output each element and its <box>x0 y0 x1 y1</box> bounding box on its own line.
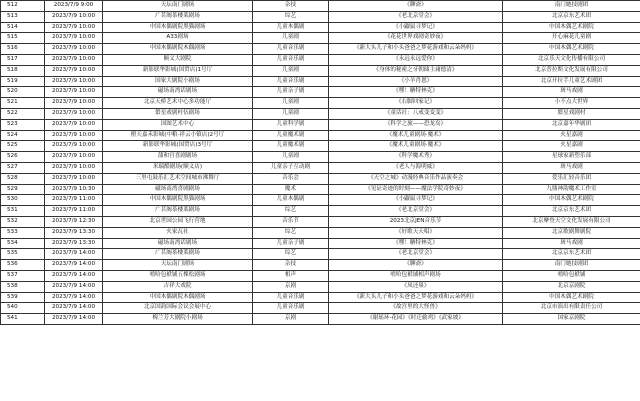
table-row <box>1 108 640 119</box>
organizer-cell: 九鼎神韵魔术工作室 <box>503 184 640 195</box>
category-cell: 儿童亲子剧 <box>253 238 329 249</box>
title-cell: 《凤还巢》 <box>329 281 503 292</box>
title-cell: 《聊斋》 <box>329 260 503 271</box>
table-row <box>1 65 640 76</box>
datetime-cell: 2023/7/9 10:00 <box>45 119 103 130</box>
datetime-cell: 2023/7/9 10:00 <box>45 152 103 163</box>
category-cell: 综艺 <box>253 206 329 217</box>
organizer-cell: 北京乐天文化传播有限公司 <box>503 54 640 65</box>
category-cell: 儿童剧 <box>253 152 329 163</box>
title-cell: 《老人与海明威》 <box>329 162 503 173</box>
category-cell: 相声 <box>253 270 329 281</box>
table-row <box>1 216 640 227</box>
table-row <box>1 227 640 238</box>
datetime-cell: 2023/7/9 14:00 <box>45 260 103 271</box>
row-number: 516 <box>1 44 45 55</box>
row-number: 524 <box>1 130 45 141</box>
category-cell: 音乐会 <box>253 173 329 184</box>
organizer-cell: 斑马戏剧 <box>503 162 640 173</box>
table-row <box>1 281 640 292</box>
title-cell: 《天空之城》动漫经典音乐作品演奏会 <box>329 173 503 184</box>
row-number: 536 <box>1 260 45 271</box>
datetime-cell: 2023/7/9 14:00 <box>45 292 103 303</box>
organizer-cell: 斑马戏剧 <box>503 238 640 249</box>
datetime-cell: 2023/7/9 10:00 <box>45 11 103 22</box>
datetime-cell: 2023/7/9 10:00 <box>45 173 103 184</box>
venue-cell: 中国木偶剧院黑猫剧场 <box>103 22 253 33</box>
organizer-cell: 小不点大世界 <box>503 98 640 109</box>
datetime-cell: 2023/7/9 14:00 <box>45 270 103 281</box>
row-number: 534 <box>1 238 45 249</box>
venue-cell: 三里屯鼓乐汇艺术空间城市沸舞厅 <box>103 173 253 184</box>
datetime-cell: 2023/7/9 10:00 <box>45 33 103 44</box>
organizer-cell: 国家京剧院 <box>503 314 640 325</box>
category-cell: 儿童音乐剧 <box>253 303 329 314</box>
datetime-cell: 2023/7/9 9:00 <box>45 1 103 12</box>
row-number: 520 <box>1 87 45 98</box>
datetime-cell: 2023/7/9 11:00 <box>45 195 103 206</box>
category-cell: 儿童剧 <box>253 98 329 109</box>
venue-cell: 天坛南门剧场 <box>103 1 253 12</box>
title-cell: 《小鼹鼠寻梦记》 <box>329 195 503 206</box>
row-number: 528 <box>1 173 45 184</box>
title-cell: 《右脚回家记》 <box>329 98 503 109</box>
table-row <box>1 270 640 281</box>
datetime-cell: 2023/7/9 10:00 <box>45 98 103 109</box>
organizer-cell: 斑马戏剧 <box>503 87 640 98</box>
table-row <box>1 162 640 173</box>
venue-cell: 中国木偶剧院木偶剧场 <box>103 292 253 303</box>
category-cell: 音乐节 <box>253 216 329 227</box>
datetime-cell: 2023/7/9 10:00 <box>45 76 103 87</box>
table-row <box>1 292 640 303</box>
title-cell: 《故宫里的大怪兽》 <box>329 303 503 314</box>
table-row <box>1 152 640 163</box>
venue-cell: 广茗阁茶楼莱剧场 <box>103 206 253 217</box>
datetime-cell: 2023/7/9 10:00 <box>45 44 103 55</box>
organizer-cell: 北京市演出有限责任公司 <box>503 303 640 314</box>
title-cell: 《小鼹鼠寻梦记》 <box>329 22 503 33</box>
row-number: 515 <box>1 33 45 44</box>
row-number: 532 <box>1 216 45 227</box>
venue-cell: 北京国韵国际会议会展中心 <box>103 303 253 314</box>
schedule-table-body <box>1 1 640 325</box>
row-number: 538 <box>1 281 45 292</box>
venue-cell: 北京天桥艺术中心多功能厅 <box>103 98 253 109</box>
row-number: 521 <box>1 98 45 109</box>
category-cell: 儿童音乐剧 <box>253 54 329 65</box>
organizer-cell: 繁星戏剧村 <box>503 108 640 119</box>
row-number: 514 <box>1 22 45 33</box>
category-cell: 儿童亲子互动剧 <box>253 162 329 173</box>
category-cell: 儿童木偶剧 <box>253 195 329 206</box>
organizer-cell: 中国木偶艺术剧院 <box>503 22 640 33</box>
title-cell: 《老北京堂会》 <box>329 11 503 22</box>
table-row <box>1 76 640 87</box>
datetime-cell: 2023/7/9 10:00 <box>45 22 103 33</box>
venue-cell: 梅兰芳大剧院小剧场 <box>103 314 253 325</box>
organizer-cell: 开心麻花儿童剧 <box>503 33 640 44</box>
row-number: 523 <box>1 119 45 130</box>
title-cell: 《嘿！糖特林克》 <box>329 238 503 249</box>
organizer-cell: 南门她技剧团 <box>503 260 640 271</box>
table-row <box>1 238 640 249</box>
venue-cell: 橙天嘉禾影城(中粮·祥云小镇店)2号厅 <box>103 130 253 141</box>
row-number: 537 <box>1 270 45 281</box>
datetime-cell: 2023/7/9 10:00 <box>45 162 103 173</box>
venue-cell: 繁星戏剧村伍剧场 <box>103 108 253 119</box>
title-cell: 《童话社：八戒变变变》 <box>329 108 503 119</box>
title-cell: 《谢瑶环·花园》《时迁偷鸡》《武家坡》 <box>329 314 503 325</box>
venue-cell: 蒲和宫喜剧剧场 <box>103 152 253 163</box>
row-number: 541 <box>1 314 45 325</box>
table-row <box>1 184 640 195</box>
datetime-cell: 2023/7/9 14:00 <box>45 249 103 260</box>
datetime-cell: 2023/7/9 12:30 <box>45 216 103 227</box>
title-cell: 《小羊肖恩》 <box>329 76 503 87</box>
table-row <box>1 141 640 152</box>
organizer-cell: 北京普拉斯文化发展有限公司 <box>503 65 640 76</box>
title-cell: 《魔术儿童剧场·魔术》 <box>329 141 503 152</box>
table-row <box>1 249 640 260</box>
title-cell: 《老北京堂会》 <box>329 249 503 260</box>
datetime-cell: 2023/7/9 10:00 <box>45 130 103 141</box>
title-cell: 《聊斋》 <box>329 1 503 12</box>
category-cell: 魔术 <box>253 184 329 195</box>
title-cell: 《科学魔术秀》 <box>329 152 503 163</box>
datetime-cell: 2023/7/9 10:00 <box>45 65 103 76</box>
category-cell: 杂技 <box>253 1 329 12</box>
venue-cell: 磁场南湾喜剧剧场 <box>103 184 253 195</box>
title-cell: 《新大头儿子和小头爸爸之梦花游戏和云朵妈妈》 <box>329 292 503 303</box>
venue-cell: 火家瓦社 <box>103 227 253 238</box>
category-cell: 儿童剧 <box>253 108 329 119</box>
title-cell: 2023北京JEN音乐节 <box>329 216 503 227</box>
venue-cell: 磁场南湾话剧场 <box>103 238 253 249</box>
venue-cell: 吉祥大戏院 <box>103 281 253 292</box>
category-cell: 京剧 <box>253 314 329 325</box>
organizer-cell: 中国木偶艺术剧院 <box>503 44 640 55</box>
venue-cell: 新影联华影城(国贸店)3号厅 <box>103 141 253 152</box>
row-number: 526 <box>1 152 45 163</box>
category-cell: 儿童木偶剧 <box>253 22 329 33</box>
category-cell: 儿童音乐剧 <box>253 44 329 55</box>
table-row <box>1 1 640 12</box>
title-cell: 嘻哈包袱铺相声剧场 <box>329 270 503 281</box>
datetime-cell: 2023/7/9 14:00 <box>45 303 103 314</box>
organizer-cell: 爱乐汇轻音乐团 <box>503 173 640 184</box>
row-number: 529 <box>1 184 45 195</box>
title-cell: 《好歌天天唱》 <box>329 227 503 238</box>
organizer-cell: 火星嘉剧 <box>503 130 640 141</box>
datetime-cell: 2023/7/9 13:30 <box>45 238 103 249</box>
category-cell: 儿童音乐剧 <box>253 292 329 303</box>
organizer-cell: 北京嘉年华剧团 <box>503 119 640 130</box>
row-number: 517 <box>1 54 45 65</box>
title-cell: 《永远永远爱你》 <box>329 54 503 65</box>
category-cell: 儿童魔术剧 <box>253 130 329 141</box>
venue-cell: 国图艺术中心 <box>103 119 253 130</box>
table-row <box>1 303 640 314</box>
category-cell: 综艺 <box>253 249 329 260</box>
organizer-cell: 中国木偶艺术剧院 <box>503 292 640 303</box>
organizer-cell: 北京京东艺术团 <box>503 206 640 217</box>
datetime-cell: 2023/7/9 10:00 <box>45 108 103 119</box>
datetime-cell: 2023/7/9 11:00 <box>45 206 103 217</box>
venue-cell: 国家大剧院小剧场 <box>103 76 253 87</box>
category-cell: 儿童剧 <box>253 33 329 44</box>
organizer-cell: 星球家新塑乐部 <box>503 152 640 163</box>
row-number: 519 <box>1 76 45 87</box>
title-cell: 《花花世界戏剧奇妙夜》 <box>329 33 503 44</box>
datetime-cell: 2023/7/9 10:00 <box>45 54 103 65</box>
organizer-cell: 北京京东艺术团 <box>503 249 640 260</box>
venue-cell: 天坛南门剧场 <box>103 260 253 271</box>
category-cell: 杂技 <box>253 260 329 271</box>
category-cell: 儿童科学剧 <box>253 119 329 130</box>
organizer-cell: 北京歌剧舞剧院 <box>503 227 640 238</box>
table-row <box>1 44 640 55</box>
title-cell: 《身体的秘密之牙朝储主庸德清》 <box>329 65 503 76</box>
category-cell: 儿童魔术剧 <box>253 141 329 152</box>
row-number: 522 <box>1 108 45 119</box>
row-number: 512 <box>1 1 45 12</box>
row-number: 533 <box>1 227 45 238</box>
table-row <box>1 87 640 98</box>
venue-cell: 磁场南湾话剧场 <box>103 87 253 98</box>
table-row <box>1 33 640 44</box>
venue-cell: A33剧场 <box>103 33 253 44</box>
venue-cell: 顺义大剧院 <box>103 54 253 65</box>
title-cell: 《老北京堂会》 <box>329 206 503 217</box>
organizer-cell: 北京京剧院 <box>503 281 640 292</box>
title-cell: 《见证奇迹的时刻——魔法学院奇妙夜》 <box>329 184 503 195</box>
category-cell: 综艺 <box>253 227 329 238</box>
datetime-cell: 2023/7/9 13:30 <box>45 227 103 238</box>
organizer-cell: 北京摩登天空文化发展有限公司 <box>503 216 640 227</box>
table-row <box>1 54 640 65</box>
row-number: 513 <box>1 11 45 22</box>
category-cell: 综艺 <box>253 11 329 22</box>
venue-cell: 广茗阁茶楼莱剧场 <box>103 11 253 22</box>
title-cell: 《嘿！糖特林克》 <box>329 87 503 98</box>
title-cell: 《魔术儿童剧场·魔术》 <box>329 130 503 141</box>
venue-cell: 中国木偶剧院黑猫剧场 <box>103 195 253 206</box>
category-cell: 儿童剧 <box>253 65 329 76</box>
category-cell: 京剧 <box>253 281 329 292</box>
venue-cell: 中国木偶剧院木偶剧场 <box>103 44 253 55</box>
venue-cell: 北京世园公园飞行营地 <box>103 216 253 227</box>
category-cell: 儿童亲子剧 <box>253 87 329 98</box>
row-number: 535 <box>1 249 45 260</box>
datetime-cell: 2023/7/9 10:30 <box>45 184 103 195</box>
table-row <box>1 98 640 109</box>
table-row <box>1 260 640 271</box>
row-number: 518 <box>1 65 45 76</box>
datetime-cell: 2023/7/9 10:00 <box>45 87 103 98</box>
table-row <box>1 195 640 206</box>
organizer-cell: 南门她技剧团 <box>503 1 640 12</box>
title-cell: 《新大头儿子和小头爸爸之梦花游戏和云朵妈妈》 <box>329 44 503 55</box>
row-number: 530 <box>1 195 45 206</box>
row-number: 539 <box>1 292 45 303</box>
datetime-cell: 2023/7/9 14:00 <box>45 314 103 325</box>
row-number: 525 <box>1 141 45 152</box>
organizer-cell: 火星嘉剧 <box>503 141 640 152</box>
datetime-cell: 2023/7/9 14:00 <box>45 281 103 292</box>
table-row <box>1 22 640 33</box>
venue-cell: 广茗阁茶楼莱剧场 <box>103 249 253 260</box>
organizer-cell: 嘻哈包袱铺 <box>503 270 640 281</box>
category-cell: 儿童音乐剧 <box>253 76 329 87</box>
organizer-cell: 北京京东艺术团 <box>503 11 640 22</box>
table-row <box>1 11 640 22</box>
table-row <box>1 130 640 141</box>
row-number: 527 <box>1 162 45 173</box>
datetime-cell: 2023/7/9 10:00 <box>45 141 103 152</box>
table-row <box>1 173 640 184</box>
row-number: 531 <box>1 206 45 217</box>
table-row <box>1 119 640 130</box>
table-row <box>1 314 640 325</box>
table-row <box>1 206 640 217</box>
row-number: 540 <box>1 303 45 314</box>
organizer-cell: 中国木偶艺术剧院 <box>503 195 640 206</box>
venue-cell: 米瑞酷剧场(顺义店) <box>103 162 253 173</box>
title-cell: 《科学之旅——恐龙岛》 <box>329 119 503 130</box>
venue-cell: 新影联华影城(国贸店)1号厅 <box>103 65 253 76</box>
organizer-cell: 北京开拉手儿童艺术剧团 <box>503 76 640 87</box>
venue-cell: 嘻哈包袱铺五棵松剧场 <box>103 270 253 281</box>
